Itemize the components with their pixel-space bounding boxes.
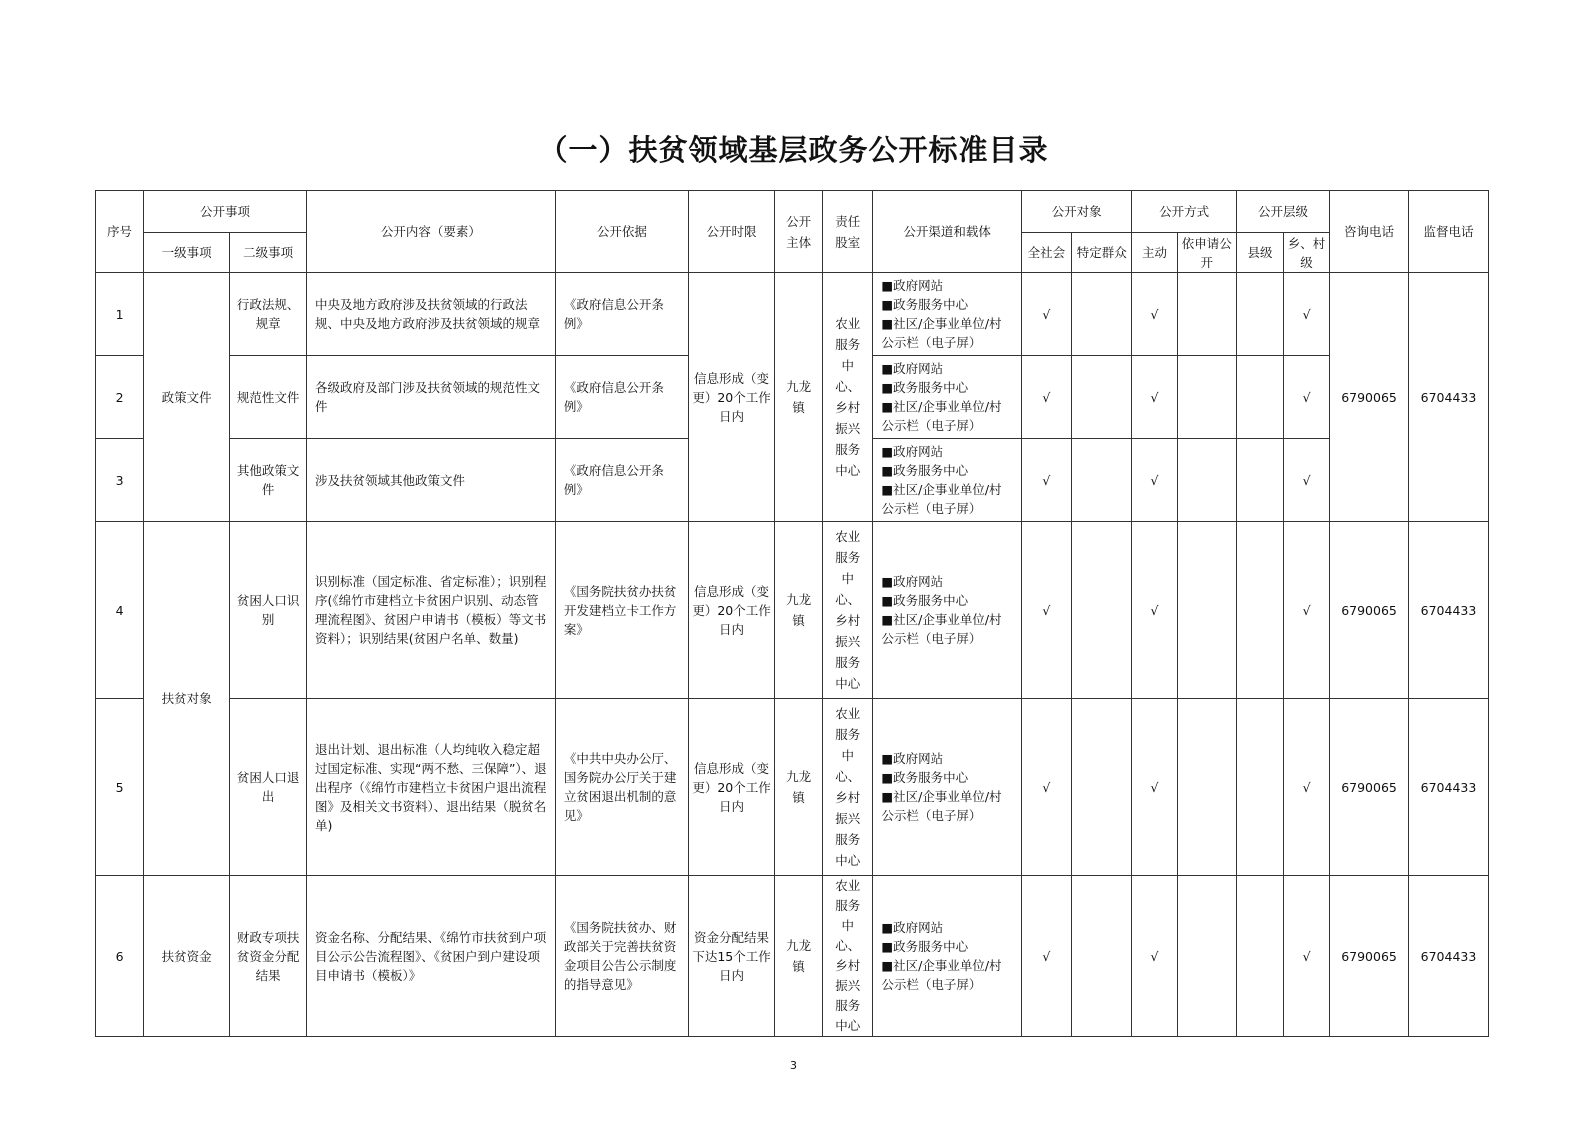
row-target-all: √: [1021, 699, 1071, 876]
row-layer-village: √: [1284, 439, 1330, 522]
header-dept: 责任股室: [823, 191, 873, 273]
table-row: [96, 699, 1489, 876]
row-basis: 《政府信息公开条例》: [555, 439, 688, 522]
header-layer: 公开层级: [1236, 191, 1329, 233]
header-target: 公开对象: [1021, 191, 1132, 233]
row-dept: 农业服务中心、乡村振兴服务中心: [823, 522, 873, 699]
row-consult: 6790065: [1330, 522, 1409, 699]
row-supervise: 6704433: [1408, 522, 1488, 699]
row-basis: 《政府信息公开条例》: [555, 273, 688, 356]
row-channel: [873, 699, 1022, 876]
channel-website: ■政府网站: [881, 278, 944, 293]
row-time: 信息形成（变更）20个工作日内: [689, 273, 775, 522]
row-method-apply: [1177, 273, 1236, 356]
table-row: [96, 522, 1489, 699]
row-channel: [873, 356, 1022, 439]
row-consult: 6790065: [1330, 273, 1409, 522]
row-layer-county: [1236, 876, 1283, 1037]
header-layer-county: 县级: [1236, 233, 1283, 273]
row-layer-village: √: [1284, 273, 1330, 356]
row-layer-village: √: [1284, 522, 1330, 699]
row-seq: 3: [96, 439, 144, 522]
channel-website: ■政府网站: [881, 361, 944, 376]
channel-bulletin: ■社区/企事业单位/村公示栏（电子屏）: [881, 399, 1002, 433]
row-method-apply: [1177, 356, 1236, 439]
row-method-active: √: [1132, 439, 1177, 522]
row-content: 退出计划、退出标准（人均纯收入稳定超过国定标准、实现“两不愁、三保障”）、退出程序（《绵竹市建档立卡贫困户退出流程图》及相关文书资料）、退出结果（脱贫名单): [306, 699, 555, 876]
row-target-all: √: [1021, 439, 1071, 522]
row-content: 各级政府及部门涉及扶贫领域的规范性文件: [306, 356, 555, 439]
row-method-apply: [1177, 439, 1236, 522]
channel-bulletin: ■社区/企事业单位/村公示栏（电子屏）: [881, 482, 1002, 516]
header-supervise: 监督电话: [1408, 191, 1488, 273]
row-channel: [873, 439, 1022, 522]
row-supervise: 6704433: [1408, 699, 1488, 876]
row-method-active: √: [1132, 356, 1177, 439]
header-time: 公开时限: [689, 191, 775, 273]
channel-service-center: ■政务服务中心: [881, 380, 969, 395]
channel-service-center: ■政务服务中心: [881, 297, 969, 312]
row-seq: 1: [96, 273, 144, 356]
header-item: 公开事项: [144, 191, 307, 233]
row-method-apply: [1177, 876, 1236, 1037]
row-method-active: √: [1132, 699, 1177, 876]
row-target-specific: [1072, 699, 1132, 876]
header-level2: 二级事项: [230, 233, 307, 273]
row-level2: 规范性文件: [230, 356, 307, 439]
row-target-all: √: [1021, 876, 1071, 1037]
row-seq: 6: [96, 876, 144, 1037]
channel-bulletin: ■社区/企事业单位/村公示栏（电子屏）: [881, 958, 1002, 992]
row-basis: 《国务院扶贫办扶贫开发建档立卡工作方案》: [555, 522, 688, 699]
table-row: [96, 273, 1489, 356]
row-level2: 贫困人口识别: [230, 522, 307, 699]
channel-website: ■政府网站: [881, 751, 944, 766]
page-title: （一）扶贫领域基层政务公开标准目录: [538, 133, 1049, 167]
row-subject: 九龙镇: [775, 522, 823, 699]
row-supervise: 6704433: [1408, 876, 1488, 1037]
header-channel: 公开渠道和载体: [873, 191, 1022, 273]
channel-service-center: ■政务服务中心: [881, 593, 969, 608]
channel-bulletin: ■社区/企事业单位/村公示栏（电子屏）: [881, 612, 1002, 646]
row-channel: [873, 522, 1022, 699]
row-target-all: √: [1021, 522, 1071, 699]
row-subject: 九龙镇: [775, 699, 823, 876]
header-method-active: 主动: [1132, 233, 1177, 273]
row-method-apply: [1177, 699, 1236, 876]
page-number: 3: [790, 1059, 797, 1072]
row-layer-county: [1236, 356, 1283, 439]
row-channel: [873, 273, 1022, 356]
header-subject: 公开主体: [775, 191, 823, 273]
row-channel: [873, 876, 1022, 1037]
row-method-active: √: [1132, 522, 1177, 699]
channel-bulletin: ■社区/企事业单位/村公示栏（电子屏）: [881, 789, 1002, 823]
row-layer-county: [1236, 699, 1283, 876]
row-target-all: √: [1021, 356, 1071, 439]
row-content: 识别标准（国定标准、省定标准）；识别程序(《绵竹市建档立卡贫困户识别、动态管理流程图》、贫困户申请书（模板）等文书资料）；识别结果(贫困户名单、数量): [306, 522, 555, 699]
row-method-active: √: [1132, 876, 1177, 1037]
row-target-specific: [1072, 273, 1132, 356]
row-basis: 《中共中央办公厅、国务院办公厅关于建立贫困退出机制的意见》: [555, 699, 688, 876]
row-seq: 5: [96, 699, 144, 876]
channel-service-center: ■政务服务中心: [881, 463, 969, 478]
row-layer-county: [1236, 273, 1283, 356]
row-level2: 财政专项扶贫资金分配结果: [230, 876, 307, 1037]
row-subject: 九龙镇: [775, 273, 823, 522]
row-layer-village: √: [1284, 356, 1330, 439]
header-content: 公开内容（要素）: [306, 191, 555, 273]
channel-service-center: ■政务服务中心: [881, 939, 969, 954]
header-seq: 序号: [96, 191, 144, 273]
row-target-specific: [1072, 439, 1132, 522]
row-basis: 《国务院扶贫办、财政部关于完善扶贫资金项目公告公示制度的指导意见》: [555, 876, 688, 1037]
row-dept: 农业服务中心、乡村振兴服务中心: [823, 273, 873, 522]
row-basis: 《政府信息公开条例》: [555, 356, 688, 439]
row-target-specific: [1072, 356, 1132, 439]
row-level2: 贫困人口退出: [230, 699, 307, 876]
header-layer-village: 乡、村级: [1284, 233, 1330, 273]
row-layer-county: [1236, 439, 1283, 522]
row-content: 中央及地方政府涉及扶贫领域的行政法规、中央及地方政府涉及扶贫领域的规章: [306, 273, 555, 356]
row-time: 资金分配结果下达15个工作日内: [689, 876, 775, 1037]
row-content: 涉及扶贫领域其他政策文件: [306, 439, 555, 522]
header-level1: 一级事项: [144, 233, 230, 273]
row-seq: 2: [96, 356, 144, 439]
header-method: 公开方式: [1132, 191, 1236, 233]
row-level2: 其他政策文件: [230, 439, 307, 522]
channel-service-center: ■政务服务中心: [881, 770, 969, 785]
row-subject: 九龙镇: [775, 876, 823, 1037]
row-layer-village: √: [1284, 699, 1330, 876]
row-content: 资金名称、分配结果、《绵竹市扶贫到户项目公示公告流程图》、《贫困户到户建设项目申请书（模板）》: [306, 876, 555, 1037]
catalog-table: [95, 190, 1489, 1037]
channel-website: ■政府网站: [881, 444, 944, 459]
row-consult: 6790065: [1330, 699, 1409, 876]
header-row-1: [96, 191, 1489, 233]
row-seq: 4: [96, 522, 144, 699]
row-time: 信息形成（变更）20个工作日内: [689, 522, 775, 699]
header-method-apply: 依申请公开: [1177, 233, 1236, 273]
row-method-active: √: [1132, 273, 1177, 356]
header-target-specific: 特定群众: [1072, 233, 1132, 273]
table-row: [96, 876, 1489, 1037]
row-layer-county: [1236, 522, 1283, 699]
row-target-specific: [1072, 876, 1132, 1037]
header-basis: 公开依据: [555, 191, 688, 273]
row-method-apply: [1177, 522, 1236, 699]
row-supervise: 6704433: [1408, 273, 1488, 522]
channel-website: ■政府网站: [881, 920, 944, 935]
header-target-all: 全社会: [1021, 233, 1071, 273]
row-dept: 农业服务中心、乡村振兴服务中心: [823, 699, 873, 876]
row-layer-village: √: [1284, 876, 1330, 1037]
row-time: 信息形成（变更）20个工作日内: [689, 699, 775, 876]
header-consult: 咨询电话: [1330, 191, 1409, 273]
row-level1: 扶贫资金: [144, 876, 230, 1037]
channel-website: ■政府网站: [881, 574, 944, 589]
row-dept: 农业服务中心、乡村振兴服务中心: [823, 876, 873, 1037]
row-consult: 6790065: [1330, 876, 1409, 1037]
row-level1: 政策文件: [144, 273, 230, 522]
row-level2: 行政法规、规章: [230, 273, 307, 356]
row-target-specific: [1072, 522, 1132, 699]
row-target-all: √: [1021, 273, 1071, 356]
channel-bulletin: ■社区/企事业单位/村公示栏（电子屏）: [881, 316, 1002, 350]
row-level1: 扶贫对象: [144, 522, 230, 876]
